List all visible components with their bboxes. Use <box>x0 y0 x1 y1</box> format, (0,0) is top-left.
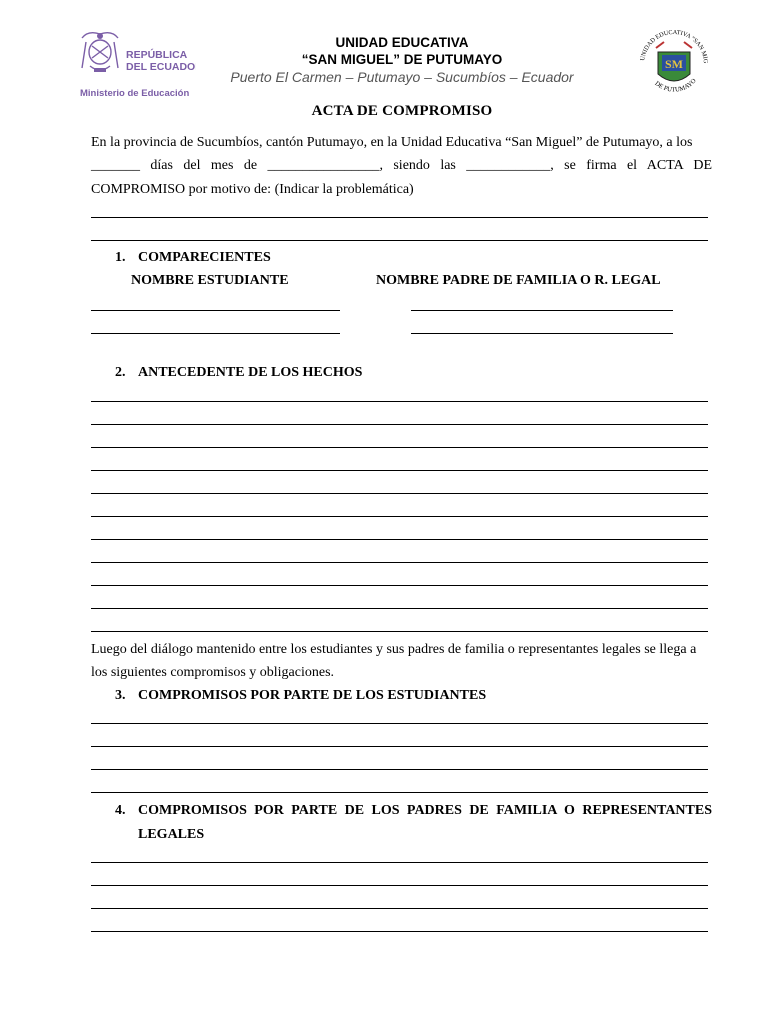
school-name-line1: UNIDAD EDUCATIVA <box>335 35 469 50</box>
blank-line[interactable] <box>91 447 708 448</box>
ministry-logo <box>76 28 196 102</box>
school-seal <box>634 24 714 104</box>
blank-line[interactable] <box>91 908 708 909</box>
school-crest-icon <box>634 24 714 104</box>
section-3-heading <box>0 688 768 708</box>
document-title: ACTA DE COMPROMISO <box>311 103 493 119</box>
blank-line[interactable] <box>91 516 708 517</box>
intro-line-3: COMPROMISO por motivo de: (Indicar la problemática) <box>91 181 414 197</box>
section-title: COMPROMISOS POR PARTE DE LOS PADRES DE FAMILIA O REPRESENTANTES <box>138 803 712 818</box>
intro-paragraph <box>91 131 712 201</box>
section-title: COMPARECIENTES <box>138 250 271 265</box>
ministry-republic-text: REPÚBLICA <box>126 49 188 61</box>
blank-line[interactable] <box>91 608 708 609</box>
section-number: 1. <box>115 250 126 265</box>
blank-line[interactable] <box>91 539 708 540</box>
blank-line[interactable] <box>91 723 708 724</box>
dialogue-line-1: Luego del diálogo mantenido entre los estudiantes y sus padres de familia o representantes legales se llega a <box>91 642 697 657</box>
section-number: 4. <box>115 803 126 818</box>
school-name-line2: “SAN MIGUEL” DE PUTUMAYO <box>301 52 503 67</box>
blank-line[interactable] <box>91 862 708 863</box>
student-name-line[interactable] <box>91 333 340 334</box>
section-title: ANTECEDENTE DE LOS HECHOS <box>138 365 363 380</box>
ministry-name-text: Ministerio de Educación <box>80 88 190 99</box>
ministry-country-text: DEL ECUADOR <box>126 61 196 73</box>
dialogue-paragraph <box>91 638 712 685</box>
student-name-column-label: NOMBRE ESTUDIANTE <box>131 273 289 288</box>
dialogue-line-2: los siguientes compromisos y obligaciones. <box>91 665 335 681</box>
blank-line[interactable] <box>91 585 708 586</box>
seal-ring-text: UNIDAD EDUCATIVA “SAN MIG <box>639 28 710 64</box>
blank-line[interactable] <box>91 746 708 747</box>
seal-bottom-text: DE PUTUMAYO <box>653 77 698 94</box>
section-title: COMPROMISOS POR PARTE DE LOS ESTUDIANTES <box>138 688 487 703</box>
blank-line[interactable] <box>91 401 708 402</box>
ecuador-coat-of-arms-icon <box>76 28 196 102</box>
blank-line[interactable] <box>91 493 708 494</box>
blank-line[interactable] <box>91 240 708 241</box>
blank-line[interactable] <box>91 424 708 425</box>
intro-line-2: _______ días del mes de ________________, siendo las ____________, se firma el ACTA DE <box>91 158 712 174</box>
section-4-heading <box>0 803 768 847</box>
section-1-heading <box>0 250 768 270</box>
blank-line[interactable] <box>91 885 708 886</box>
blank-line[interactable] <box>91 631 708 632</box>
blank-line[interactable] <box>91 792 708 793</box>
blank-line[interactable] <box>91 562 708 563</box>
parent-name-line[interactable] <box>411 333 673 334</box>
parent-name-line[interactable] <box>411 310 673 311</box>
blank-line[interactable] <box>91 931 708 932</box>
intro-line-1: En la provincia de Sucumbíos, cantón Putumayo, en la Unidad Educativa “San Miguel” de Putumayo, a los <box>91 135 693 150</box>
section-number: 2. <box>115 365 126 380</box>
blank-line[interactable] <box>91 470 708 471</box>
student-name-line[interactable] <box>91 310 340 311</box>
parent-name-column-label: NOMBRE PADRE DE FAMILIA O R. LEGAL <box>376 273 661 288</box>
school-location: Puerto El Carmen – Putumayo – Sucumbíos – Ecuador <box>230 69 574 85</box>
section-number: 3. <box>115 688 126 703</box>
blank-line[interactable] <box>91 217 708 218</box>
section-title-continued: LEGALES <box>138 827 205 842</box>
section-2-heading <box>0 365 768 385</box>
blank-line[interactable] <box>91 769 708 770</box>
seal-initials: SM <box>665 57 683 71</box>
